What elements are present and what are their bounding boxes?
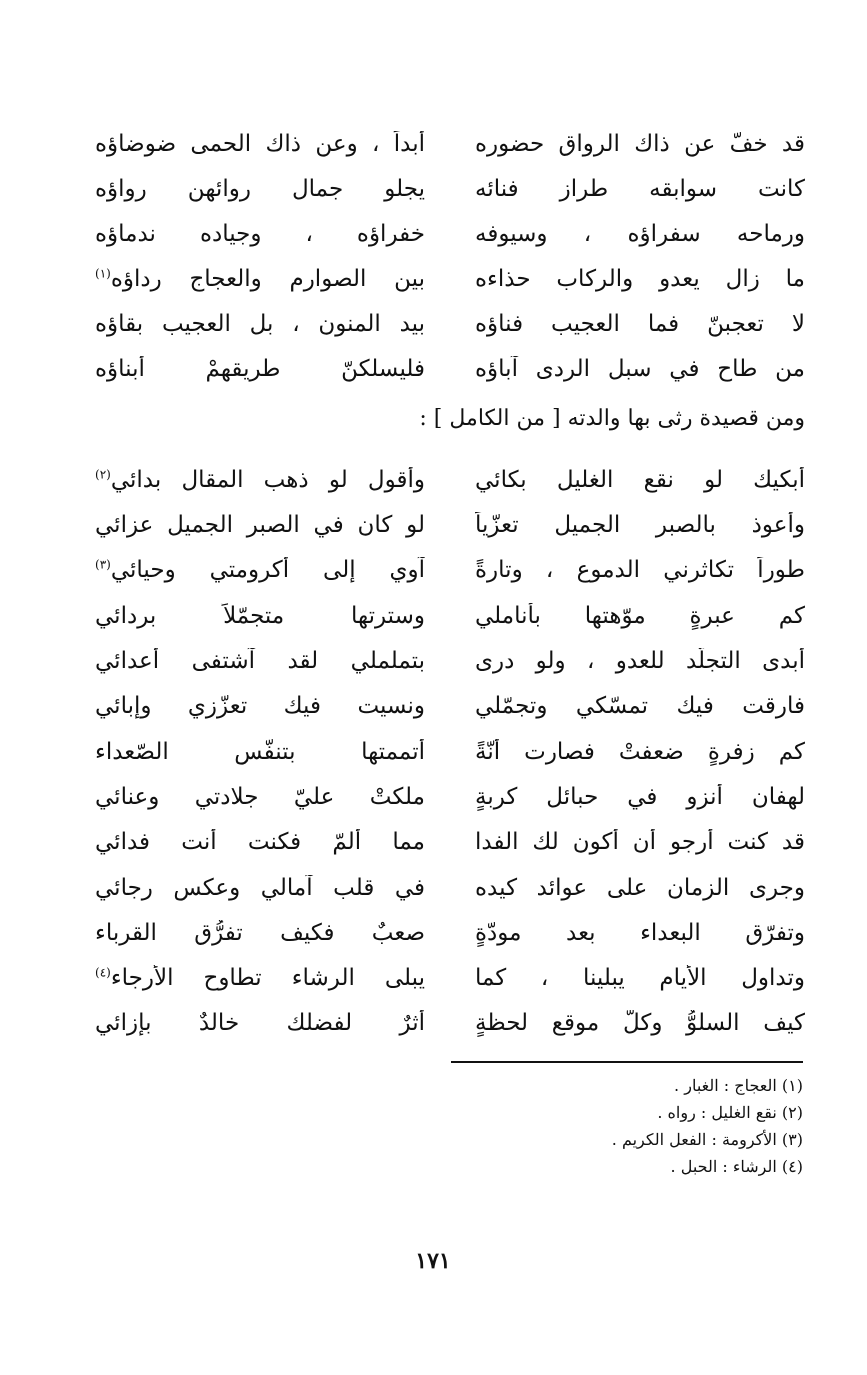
verse [95, 1002, 805, 1047]
verse [95, 302, 805, 347]
hemistich-right: لا تعجبنّ فما العجيب فناؤه [475, 310, 805, 337]
hemistich-right: ورماحه سفراؤه ، وسيوفه [475, 220, 805, 247]
verse [95, 775, 805, 820]
hemistich-left [95, 965, 425, 993]
footnote: (٢) نقع الغليل : رواه . [657, 1103, 803, 1122]
hemistich-left: أبداً ، وعن ذاك الحمى ضوضاؤه [95, 130, 425, 157]
verse [95, 257, 805, 302]
hemistich-text: بين الصوارم والعجاج رداؤه [110, 265, 425, 292]
hemistich-left: صعبٌ فكيف تفرُّق القرباء [95, 919, 425, 946]
hemistich-right: أبدى التجلّد للعدو ، ولو درى [475, 648, 805, 675]
hemistich-right: من طاح في سبل الردى آباؤه [475, 355, 805, 382]
hemistich-right: فارقت فيك تمسّكي وتجمّلي [475, 693, 805, 720]
footnote-divider [451, 1061, 803, 1063]
hemistich-left: في قلب آمالي وعكس رجائي [95, 874, 425, 901]
hemistich-left: أثرٌ لفضلك خالدٌ بإزائي [95, 1010, 425, 1037]
hemistich-right: لهفان أنزو في حبائل كربةٍ [475, 783, 805, 810]
footnote: (١) العجاج : الغبار . [674, 1076, 803, 1095]
footnote: (٤) الرشاء : الحبل . [670, 1157, 803, 1176]
verse [95, 212, 805, 257]
hemistich-text: آوي إلى أكرومتي وحيائي [110, 557, 425, 584]
poem-intro: ومن قصيدة رثى بها والدته [ من الكامل ] : [419, 406, 805, 431]
hemistich-text: يبلى الرشاء تطاوح الأرجاء [110, 965, 425, 992]
hemistich-right: طوراً تكاثرني الدموع ، وتارةً [475, 557, 805, 584]
hemistich-left: ملكتْ عليّ جلادتي وعنائي [95, 783, 425, 810]
footnote: (٣) الأكرومة : الفعل الكريم . [611, 1130, 803, 1149]
hemistich-left: فليسلكنّ طريقهمْ أبناؤه [95, 355, 425, 382]
hemistich-right: كانت سوابقه طراز فنائه [475, 175, 805, 202]
verse [95, 911, 805, 956]
hemistich-right: وتفرّق البعداء بعد مودّةٍ [475, 919, 805, 946]
hemistich-right: وأعوذ بالصبر الجميل تعزّياً [475, 512, 805, 539]
verse [95, 347, 805, 392]
hemistich-left: خفراؤه ، وجياده ندماؤه [95, 220, 425, 247]
verse [95, 730, 805, 775]
hemistich-right: وجرى الزمان على عوائد كيده [475, 874, 805, 901]
footnote-ref: (٣) [95, 557, 111, 572]
hemistich-right: كم زفرةٍ ضعفتْ فصارت أنّةً [475, 738, 805, 765]
verse [95, 458, 805, 503]
verse [95, 820, 805, 865]
hemistich-left: يجلو جمال روائهن رواؤه [95, 175, 425, 202]
hemistich-left: لو كان في الصبر الجميل عزائي [95, 512, 425, 539]
poem-section-1 [95, 122, 805, 392]
hemistich-left [95, 266, 425, 294]
verse [95, 594, 805, 639]
hemistich-right: كيف السلوُّ وكلّ موقع لحظةٍ [475, 1010, 805, 1037]
footnote-ref: (١) [95, 266, 111, 281]
hemistich-right: قد كنت أرجو أن أكون لك الفدا [475, 829, 805, 856]
hemistich-left: مما ألمّ فكنت أنت فدائي [95, 829, 425, 856]
verse [95, 549, 805, 594]
footnotes [383, 1072, 803, 1180]
hemistich-right: وتداول الأيام يبلينا ، كما [475, 965, 805, 992]
hemistich-left: بتململي لقد آشتفى أعدائي [95, 648, 425, 675]
hemistich-left [95, 557, 425, 585]
footnote-ref: (٢) [95, 467, 111, 482]
verse [95, 639, 805, 684]
hemistich-right: أبكيك لو نقع الغليل بكائي [475, 466, 805, 493]
verse [95, 866, 805, 911]
verse [95, 956, 805, 1001]
footnote-ref: (٤) [95, 965, 111, 980]
hemistich-left: بيد المنون ، بل العجيب بقاؤه [95, 310, 425, 337]
verse [95, 167, 805, 212]
poem-section-2 [95, 458, 805, 1047]
hemistich-right: قد خفّ عن ذاك الرواق حضوره [475, 130, 805, 157]
hemistich-left: أتممتها بتنفّس الصّعداء [95, 738, 425, 765]
hemistich-text: وأقول لو ذهب المقال بدائي [110, 466, 425, 493]
hemistich-right: ما زال يعدو والركاب حذاءه [475, 265, 805, 292]
verse [95, 122, 805, 167]
hemistich-left: ونسيت فيك تعزّزي وإبائي [95, 693, 425, 720]
hemistich-right: كم عبرةٍ موّهتها بأناملي [475, 602, 805, 629]
verse [95, 684, 805, 729]
hemistich-left: وسترتها متجمّلاً بردائي [95, 602, 425, 629]
verse [95, 503, 805, 548]
page-number: ١٧١ [415, 1248, 451, 1274]
hemistich-left [95, 467, 425, 495]
